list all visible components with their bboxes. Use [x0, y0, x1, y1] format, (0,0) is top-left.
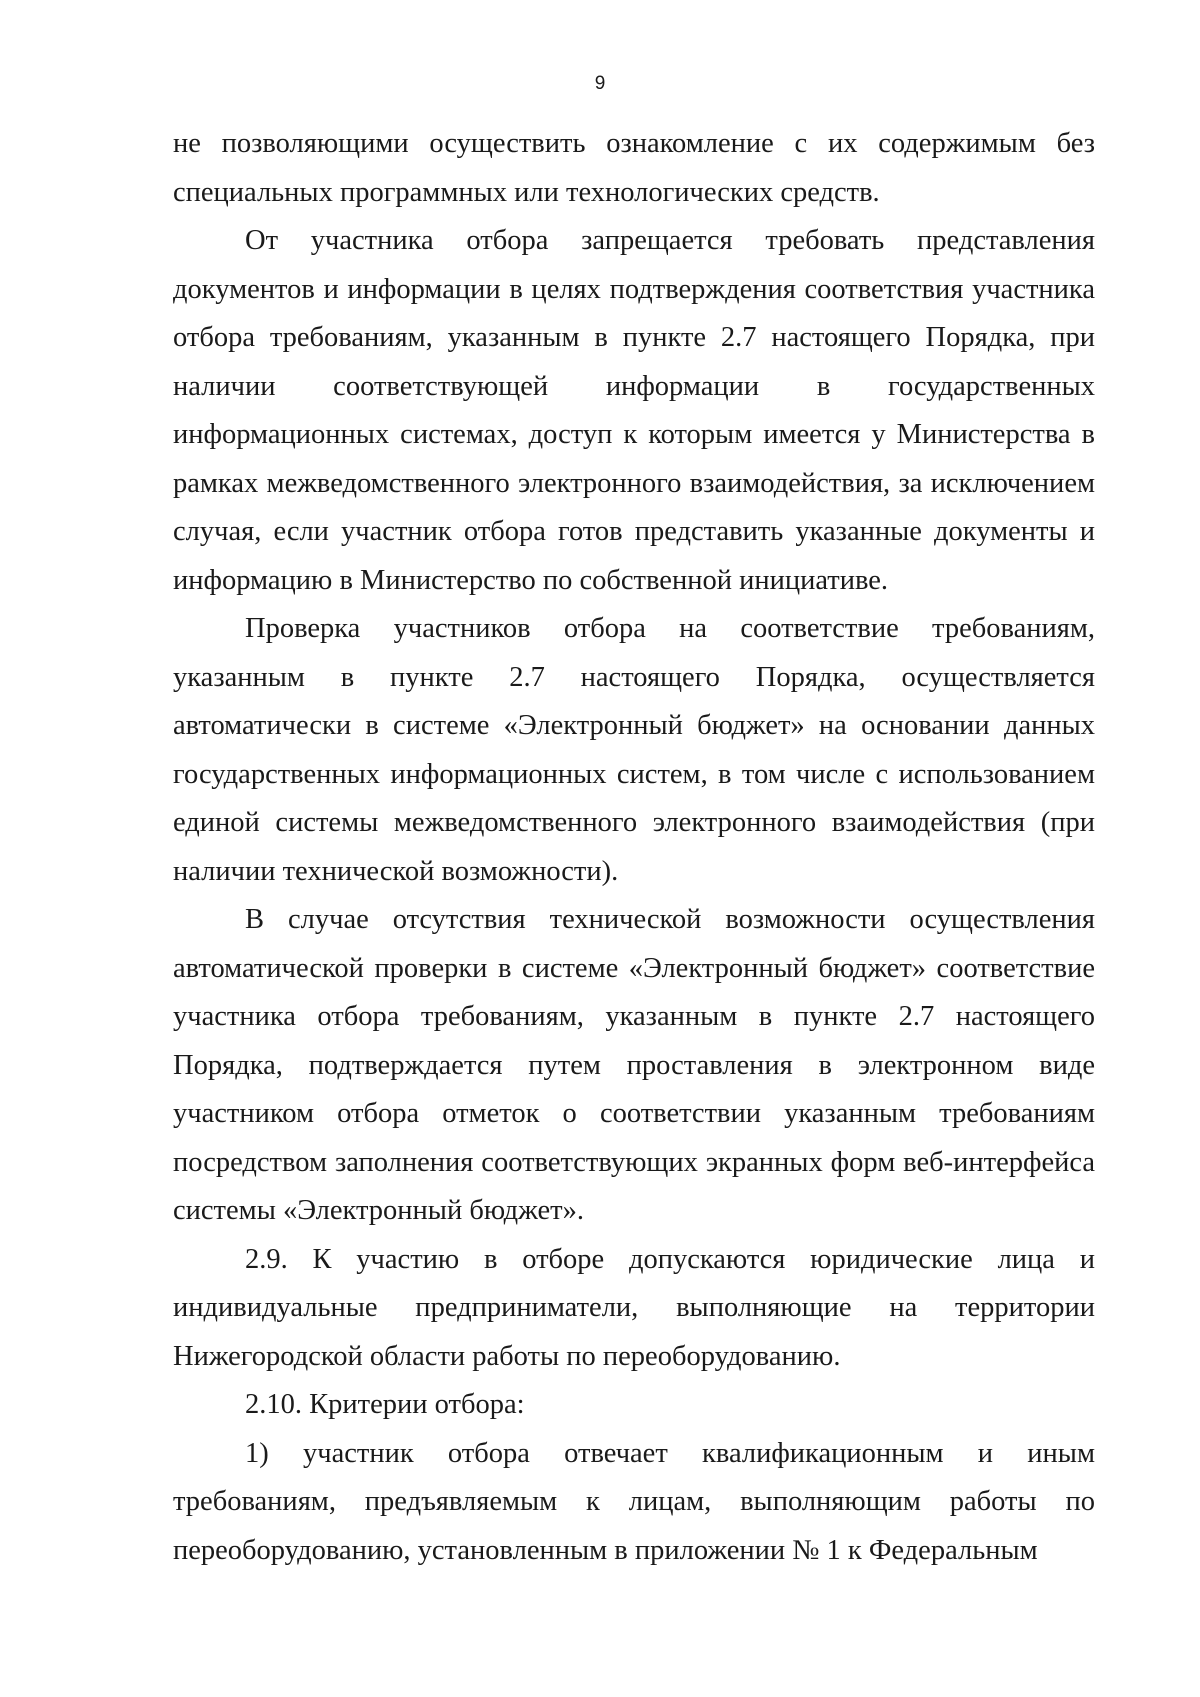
paragraph-document-request-prohibition: От участника отбора запрещается требовать представления документов и информации в целях подтверждения соответствия участника отбора требованиям, указанным в пункте 2.7 настоящего Порядка, при наличии соответствующей информации в государственных информационных системах, доступ к которым имеется у Министерства в рамках межведомственного электронного взаимодействия, за исключением случая, если участник отбора готов представить указанные документы и информацию в Министерство по собственной инициативе. [173, 225, 1095, 596]
paragraph-automatic-check: Проверка участников отбора на соответствие требованиям, указанным в пункте 2.7 настоящего Порядка, осуществляется автоматически в системе «Электронный бюджет» на основании данных государственных информационных систем, в том числе с использованием единой системы межведомственного электронного взаимодействия (при наличии технической возможности). [173, 613, 1095, 887]
paragraph-clause-2-10: 2.10. Критерии отбора: [245, 1389, 525, 1420]
paragraph-clause-2-9: 2.9. К участию в отборе допускаются юридические лица и индивидуальные предприниматели, выполняющие на территории Нижегородской области работы по переоборудованию. [173, 1243, 1095, 1372]
page-number: 9 [594, 73, 606, 94]
paragraph-criterion-1: 1) участник отбора отвечает квалификационным и иным требованиям, предъявляемым к лицам, выполняющим работы по переоборудованию, установленным в приложении № 1 к Федеральным [173, 1437, 1095, 1566]
document-body [173, 120, 1095, 1575]
paragraph-manual-confirmation: В случае отсутствия технической возможности осуществления автоматической проверки в системе «Электронный бюджет» соответствие участника отбора требованиям, указанным в пункте 2.7 настоящего Порядка, подтверждается путем проставления в электронном виде участником отбора отметок о соответствии указанным требованиям посредством заполнения соответствующих экранных форм веб-интерфейса системы «Электронный бюджет». [173, 904, 1095, 1226]
paragraph-continuation: не позволяющими осуществить ознакомление с их содержимым без специальных программных или технологических средств. [173, 128, 1095, 208]
